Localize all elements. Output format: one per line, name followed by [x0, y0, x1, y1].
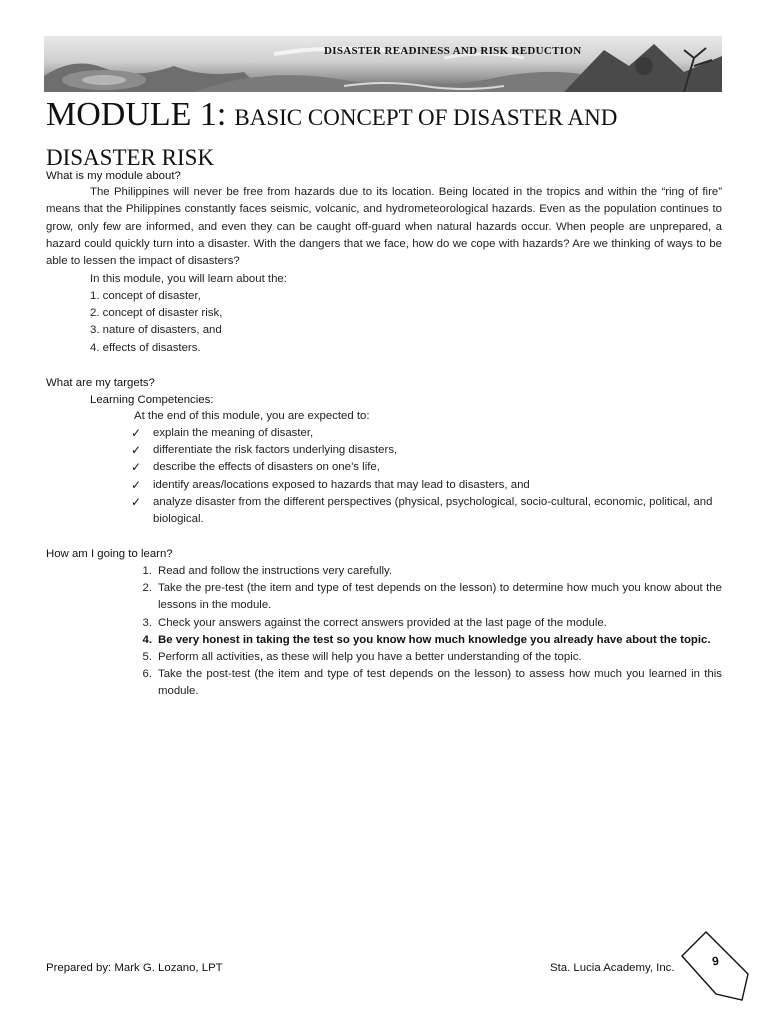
about-list	[90, 288, 222, 357]
competency-list	[131, 425, 713, 528]
list-item: 6. Take the post-test (the item and type of test depends on the lesson) to assess how much you learned in this module.	[142, 668, 722, 698]
list-item: 3. nature of disasters, and	[90, 324, 222, 337]
targets-intro: At the end of this module, you are expected to:	[134, 410, 370, 422]
competencies-subheading: Learning Competencies:	[90, 394, 214, 406]
list-item: 1. Read and follow the instructions very carefully.	[142, 565, 393, 577]
module-name: BASIC CONCEPT OF DISASTER AND DISASTER RISK	[46, 105, 618, 170]
check-icon: ✓	[131, 443, 142, 458]
prepared-by: Prepared by: Mark G. Lozano, LPT	[46, 962, 223, 974]
about-paragraph-text: The Philippines will never be free from hazards due to its location. Being located in the tropics and within the “ring of fire” means that the Philippines constantly faces seismic, volcanic, and hydrometeorological hazards. Even as the population continues to grow, only few are informed, and even they can be caught off-guard when natural hazards occur. When people are unprepared, a hazard could quickly turn into a disaster. With the dangers that we face, how do we cope with hazards? Are we thinking of ways to be able to lessen the impact of disasters?	[46, 186, 722, 268]
header-banner	[44, 36, 722, 92]
list-item: ✓ analyze disaster from the different perspectives (physical, psychological, socio-cultural, economic, political, and biological.	[131, 494, 713, 526]
check-icon: ✓	[131, 460, 142, 475]
banner-title: DISASTER READINESS AND RISK REDUCTION	[324, 45, 582, 57]
list-item: ✓ identify areas/locations exposed to hazards that may lead to disasters, and	[131, 477, 713, 494]
learn-heading: How am I going to learn?	[46, 548, 173, 560]
steps-list	[136, 563, 722, 701]
list-item: 1. concept of disaster,	[90, 290, 201, 302]
about-intro: In this module, you will learn about the:	[90, 273, 287, 285]
check-icon: ✓	[131, 477, 142, 492]
list-item: 5. Perform all activities, as these will help you have a better understanding of the topic.	[142, 651, 582, 664]
list-item: 2. Take the pre-test (the item and type of test depends on the lesson) to determine how much you know about the lessons in the module.	[142, 582, 722, 612]
module-number: MODULE 1:	[46, 96, 227, 133]
list-item: ✓ describe the effects of disasters on one’s life,	[131, 459, 713, 476]
about-paragraph	[46, 184, 722, 270]
list-item: 4. Be very honest in taking the test so you know how much knowledge you already have about the topic.	[142, 633, 711, 646]
school-name: Sta. Lucia Academy, Inc.	[550, 962, 675, 974]
list-item: ✓ explain the meaning of disaster,	[131, 425, 713, 442]
targets-heading: What are my targets?	[46, 377, 155, 389]
list-item: 3. Check your answers against the correct answers provided at the last page of the module.	[142, 616, 607, 629]
list-item: 4. effects of disasters.	[90, 341, 201, 354]
list-item: 2. concept of disaster risk,	[90, 307, 223, 320]
about-heading: What is my module about?	[46, 170, 181, 182]
module-title	[46, 96, 726, 176]
check-icon: ✓	[131, 494, 142, 509]
check-icon: ✓	[131, 426, 142, 440]
page-number: 9	[711, 953, 720, 969]
list-item: ✓ differentiate the risk factors underlying disasters,	[131, 442, 713, 459]
